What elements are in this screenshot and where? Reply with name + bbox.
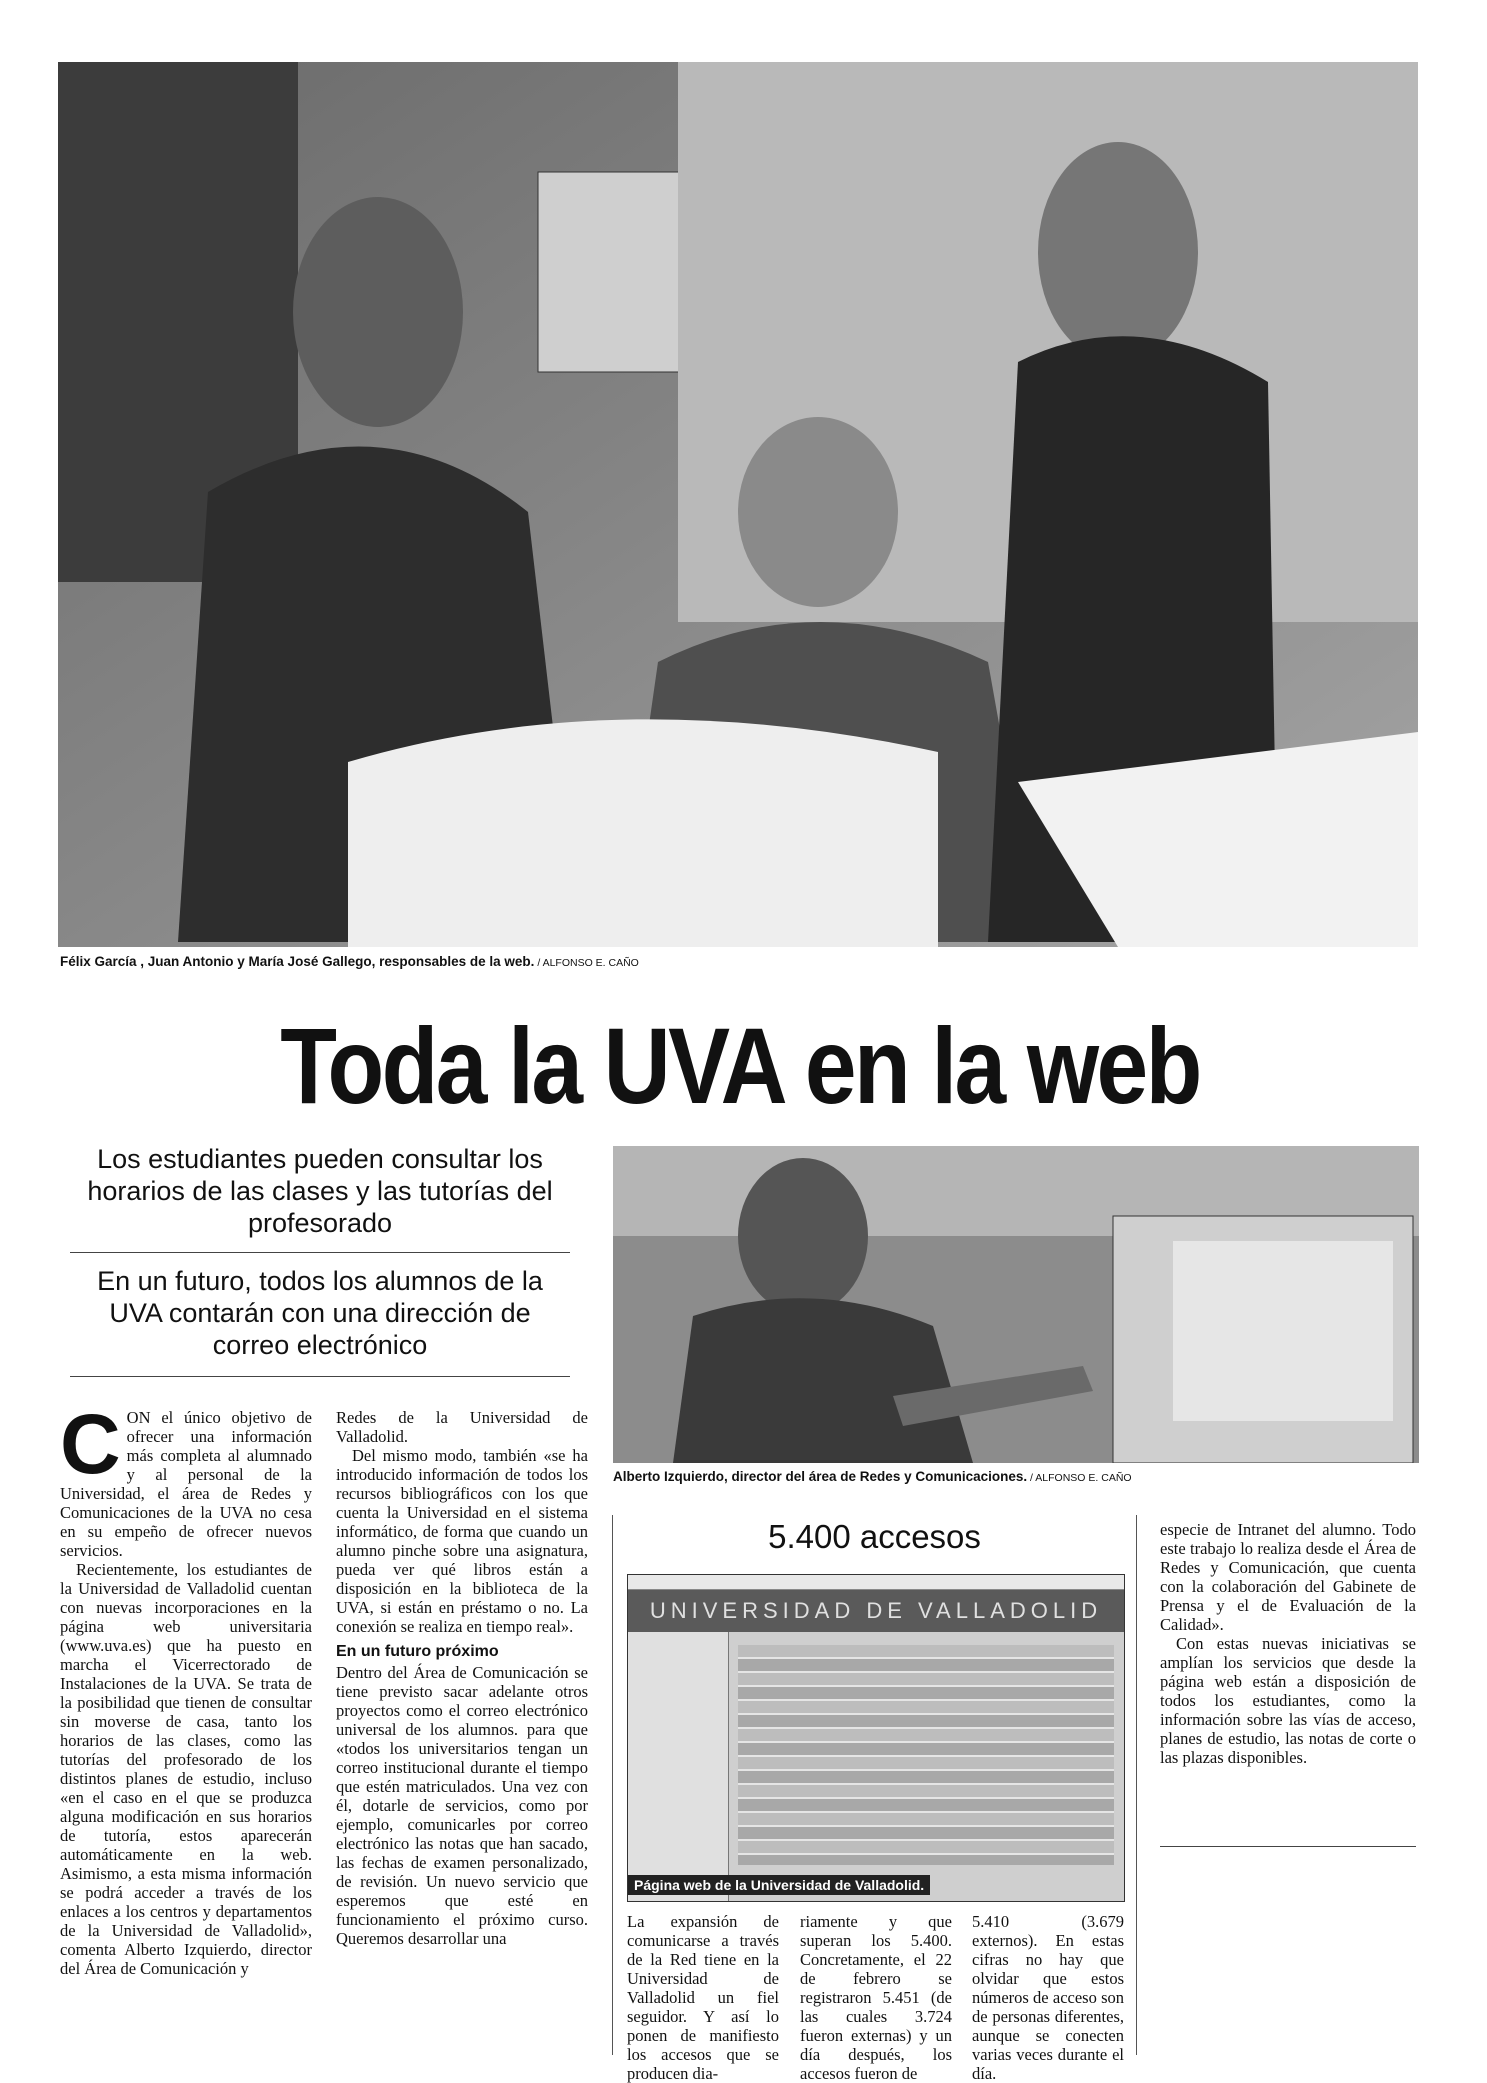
paragraph-5: Dentro del Área de Comunicación se tiene previsto sacar adelante otros proyectos como el correo electrónico universal de los alumnos. para que «todos los universitarios tengan un correo institucional durante el tiempo que estén matriculados. Una vez con él, dotarle de servicios, como por ejemplo, comunicarles por correo electrónico las notas que han sacado, las fechas de examen personalizado, de revisión. Un nuevo servicio que esperemos que esté en funcionamiento el próximo curso. Queremos desarrollar una [336,1663,588,1948]
second-photo-caption [613,1469,1132,1484]
box-title: 5.400 accesos [768,1518,981,1555]
caption-text: Félix García , Juan Antonio y María José Gallego, responsables de la web. [60,954,535,969]
deck-1: Los estudiantes pueden consultar los horarios de las clases y las tutorías del profesorado [87,1144,553,1238]
main-photo-caption [60,954,639,969]
column-3-end-rule [1160,1846,1416,1847]
paragraph-6: especie de Intranet del alumno. Todo este trabajo lo realiza desde el Área de Redes y Comunicación, que cuenta con la colaboración del Gabinete de Prensa y el de Evaluación de la Calidad». [1160,1520,1416,1634]
deck-divider [70,1252,570,1253]
box-right-border [1136,1515,1137,2055]
screenshot-header: UNIVERSIDAD DE VALLADOLID [628,1590,1124,1632]
second-caption-text: Alberto Izquierdo, director del área de Redes y Comunicaciones. [613,1469,1028,1484]
article-column-1 [60,1397,312,1978]
second-photo [613,1146,1419,1463]
section-subhead: En un futuro próximo [336,1643,499,1660]
deck-divider-bottom [70,1376,570,1377]
box-paragraph-1: La expansión de comunicarse a través de la Red tiene en la Universidad de Valladolid un fiel seguidor. Y así lo ponen de manifiesto los accesos que se producen dia- [627,1912,779,2083]
second-photo-image [613,1146,1419,1463]
box-column-2 [800,1912,952,2083]
screenshot-caption: Página web de la Universidad de Valladolid. [628,1875,930,1895]
paragraph-7: Con estas nuevas iniciativas se amplían los servicios que desde la página web están a disposición de todos los estudiantes, como la información sobre las vías de acceso, planes de estudio, las notas de corte o las plazas disponibles. [1160,1634,1416,1767]
main-photo-image [58,62,1418,947]
screenshot-address-bar [628,1575,1124,1590]
box-paragraph-2: riamente y que superan los 5.400. Concretamente, el 22 de febrero se registraron 5.451 (de las cuales 3.724 fueron externas) y un día después, los accesos fueron de [800,1912,952,2083]
headline: Toda la UVA en la web [280,1005,1200,1126]
paragraph-3: Redes de la Universidad de Valladolid. [336,1408,588,1446]
screenshot-table [738,1645,1114,1865]
drop-cap: C [60,1397,121,1491]
paragraph-4: Del mismo modo, también «se ha introducido información de todos los recursos bibliográficos con los que cuenta la Universidad en el sistema informático, de forma que cuando un alumno pinche sobre una asignatura, pueda ver qué libros están a disposición en la biblioteca de la UVA, si están en préstamo o no. La conexión se realiza en tiempo real». [336,1446,588,1636]
paragraph-2: Recientemente, los estudiantes de la Universidad de Valladolid cuentan con nuevas incorporaciones en la página web universitaria (www.uva.es) que ha puesto en marcha el Vicerrectorado de Instalaciones de la UVA. Se trata de la posibilidad que tienen de consultar sin moverse de casa, tanto los horarios de las clases, como las tutorías del profesorado de los distintos planes de estudio, incluso «en el caso en el que se produzca alguna modificación en sus horarios de tutoría, estos aparecerán automáticamente en la web. Asimismo, a esta misma información se podrá acceder a través de los enlaces a los centros y departamentos de la Universidad de Valladolid», comenta Alberto Izquierdo, director del Área de Comunicación y [60,1560,312,1978]
website-screenshot [627,1574,1125,1902]
box-column-3 [972,1912,1124,2083]
paragraph-1: ON el único objetivo de ofrecer una información más completa al alumnado y al personal de la Universidad, el área de Redes y Comunicaciones de la UVA no cesa en su empeño de ofrecer nuevos servicios. [60,1408,312,1560]
box-paragraph-3: 5.410 (3.679 externos). En estas cifras no hay que olvidar que estos números de acceso son de personas diferentes, aunque se conecten varias veces durante el día. [972,1912,1124,2083]
screenshot-sidebar [628,1632,729,1901]
article-column-2 [336,1408,588,1948]
photo-credit: / ALFONSO E. CAÑO [534,957,639,969]
deck-2: En un futuro, todos los alumnos de la UVA contarán con una dirección de correo electrónico [97,1266,543,1360]
article-column-3 [1160,1520,1416,1767]
box-left-border [612,1515,613,2055]
second-photo-credit: / ALFONSO E. CAÑO [1027,1472,1132,1484]
box-column-1 [627,1912,779,2083]
main-photo [58,62,1418,947]
